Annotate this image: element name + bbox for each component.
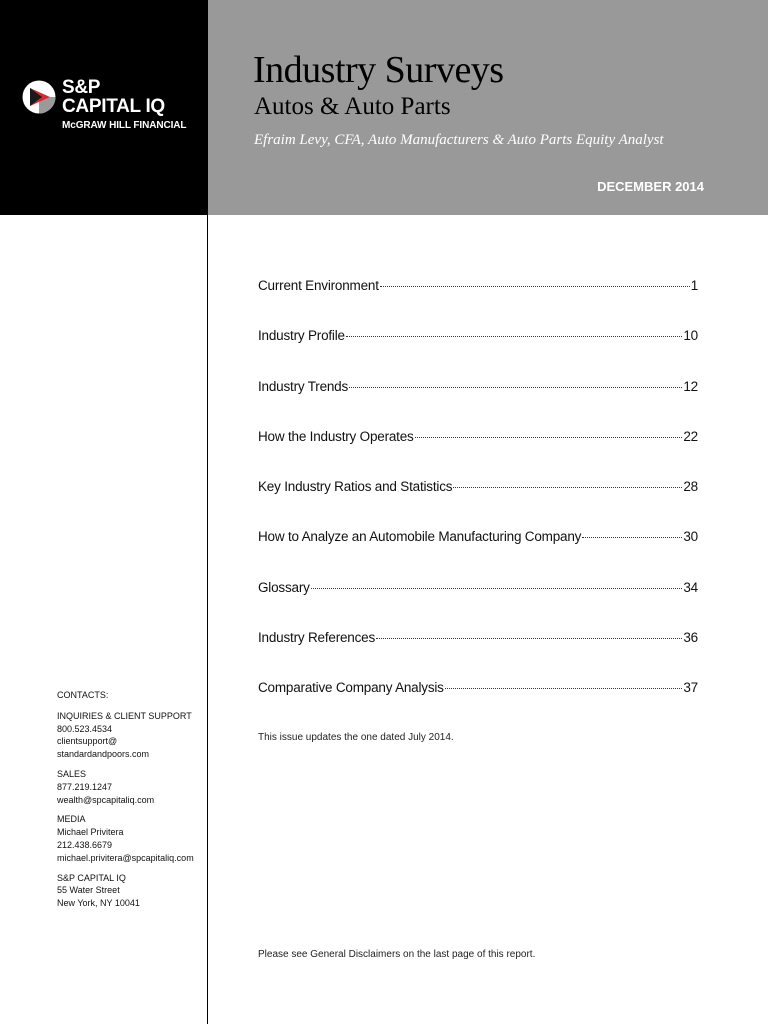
toc-leader-dots <box>346 336 683 337</box>
contact-email[interactable]: clientsupport@ <box>57 736 118 747</box>
toc-entry[interactable] <box>258 680 698 730</box>
contact-group-client-support <box>57 710 202 761</box>
document-subtitle: Autos & Auto Parts <box>254 93 451 120</box>
toc-leader-dots <box>380 286 690 287</box>
toc-leader-dots <box>453 487 682 488</box>
brand-line-3: McGRAW HILL FINANCIAL <box>62 120 187 131</box>
toc-entry-title: Glossary <box>258 579 310 595</box>
toc-entry-page: 22 <box>683 428 698 444</box>
issue-date: DECEMBER 2014 <box>597 179 704 194</box>
contact-group-sales <box>57 768 202 806</box>
vertical-divider <box>207 215 208 1024</box>
toc-leader-dots <box>349 387 682 388</box>
toc-entry-page: 36 <box>683 630 698 646</box>
contact-label: INQUIRIES & CLIENT SUPPORT <box>57 710 192 721</box>
toc-leader-dots <box>376 638 682 639</box>
toc-leader-dots <box>311 588 683 589</box>
toc-entry[interactable] <box>258 278 698 328</box>
toc-entry-title: Comparative Company Analysis <box>258 680 444 696</box>
toc-entry[interactable] <box>258 379 698 429</box>
contacts-panel <box>57 689 202 917</box>
contact-email[interactable]: wealth@spcapitaliq.com <box>57 794 155 805</box>
toc-entry-title: Industry References <box>258 630 376 646</box>
logo-block <box>0 0 208 215</box>
toc-entry[interactable] <box>258 580 698 630</box>
contact-label: SALES <box>57 768 87 779</box>
contact-group-media <box>57 813 202 864</box>
update-note: This issue updates the one dated July 2014. <box>258 732 454 743</box>
brand-line-1: S&P <box>62 77 101 98</box>
contact-name: Michael Privitera <box>57 827 124 838</box>
toc-entry-page: 28 <box>683 479 698 495</box>
toc-entry[interactable] <box>258 429 698 479</box>
toc-entry-page: 34 <box>683 579 698 595</box>
sp-capital-iq-logo-mark-icon <box>22 80 56 114</box>
toc-entry-title: Industry Trends <box>258 378 349 394</box>
toc-entry-title: How the Industry Operates <box>258 428 414 444</box>
table-of-contents <box>258 278 698 731</box>
author-line: Efraim Levy, CFA, Auto Manufacturers & Auto Parts Equity Analyst <box>254 132 664 148</box>
toc-leader-dots <box>415 437 683 438</box>
toc-entry-title: How to Analyze an Automobile Manufacturing Company <box>258 529 582 545</box>
contact-street: 55 Water Street <box>57 885 120 896</box>
contact-label: MEDIA <box>57 814 86 825</box>
brand-line-2: CAPITAL IQ <box>62 96 165 117</box>
document-title: Industry Surveys <box>253 49 504 91</box>
toc-entry[interactable] <box>258 630 698 680</box>
toc-entry-page: 10 <box>683 328 698 344</box>
contact-city: New York, NY 10041 <box>57 898 140 909</box>
toc-entry-page: 37 <box>683 680 698 696</box>
contact-group-address <box>57 872 202 910</box>
contact-label: S&P CAPITAL IQ <box>57 872 126 883</box>
contacts-heading: CONTACTS: <box>57 690 109 700</box>
toc-entry-title: Key Industry Ratios and Statistics <box>258 479 453 495</box>
contact-phone: 212.438.6679 <box>57 839 113 850</box>
disclaimer-note: Please see General Disclaimers on the last page of this report. <box>258 949 536 960</box>
toc-entry-page: 12 <box>683 378 698 394</box>
toc-entry-page: 1 <box>690 278 698 293</box>
contact-email[interactable]: michael.privitera@spcapitaliq.com <box>57 852 194 863</box>
header-band <box>208 0 768 215</box>
toc-leader-dots <box>445 688 683 689</box>
contact-phone: 800.523.4534 <box>57 723 113 734</box>
toc-entry[interactable] <box>258 529 698 579</box>
contact-email-domain[interactable]: standardandpoors.com <box>57 749 150 760</box>
brand-wordmark <box>62 78 186 132</box>
toc-entry[interactable] <box>258 328 698 378</box>
toc-entry-title: Industry Profile <box>258 328 345 344</box>
toc-entry-page: 30 <box>683 529 698 545</box>
toc-leader-dots <box>582 537 682 538</box>
contact-phone: 877.219.1247 <box>57 781 113 792</box>
toc-entry[interactable] <box>258 479 698 529</box>
toc-entry-title: Current Environment <box>258 278 379 293</box>
